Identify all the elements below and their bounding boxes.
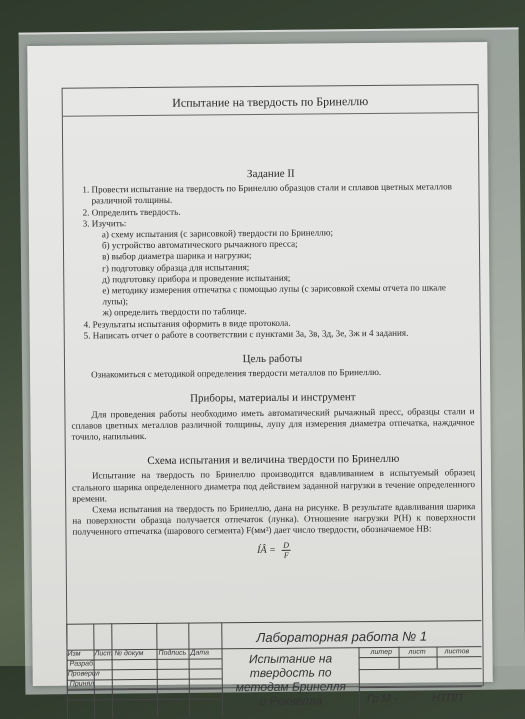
- study-item: б) устройство автоматического рычажного пресса;: [101, 238, 298, 251]
- hdr-litera: литер: [370, 648, 393, 657]
- study-item: е) методику измерения отпечатка с помощью лупы (с зарисовкой схемы отчета по шкале лупы);: [102, 282, 446, 307]
- study-item: в) выбор диаметра шарика и нагрузки;: [102, 250, 252, 262]
- study-item: ж) определить твердости по таблице.: [102, 306, 247, 318]
- formula-fraction: [281, 540, 291, 559]
- row-proveril: Проверил: [67, 670, 100, 678]
- assignment-heading: Задание II: [246, 167, 295, 181]
- document-page: [27, 42, 493, 709]
- task-item: [92, 215, 474, 319]
- study-item: д) подготовку прибора и проведение испытания;: [102, 272, 291, 285]
- org-code: НТПП: [431, 692, 463, 705]
- study-item: г) подготовку образца для испытания;: [102, 261, 250, 273]
- study-item: а) схему испытания (с зарисовкой) твердости по Бринеллю;: [101, 227, 334, 240]
- page-frame: [62, 84, 484, 690]
- hdr-list: лист: [408, 648, 426, 656]
- task-list: [69, 181, 473, 341]
- task-item-label: Изучить:: [91, 217, 127, 229]
- task-item: 5. Написать отчет о работе в соответствии с пунктами 3а, 3в, 3д, 3е, 3ж и 4 задания.: [93, 327, 474, 342]
- col-date: Дата: [190, 649, 210, 657]
- page-content: [69, 115, 476, 561]
- title-block: [66, 620, 482, 719]
- formula-denominator: F: [283, 550, 289, 560]
- hb-formula: [73, 539, 476, 562]
- goal-heading: Цель работы: [242, 352, 303, 366]
- equipment-text: Для проведения работы необходимо иметь автоматический рычажный пресс, образцы стали и сплавов цветных металлов различной толщины, лупу для измерения диаметра отпечатка, наждачное точило, напильник.: [71, 405, 475, 442]
- row-prinyal: Принял: [69, 680, 95, 688]
- task-item: 1. Провести испытание на твердость по Бринеллю образцов стали и сплавов цветных металлов различной толщины.: [91, 181, 472, 207]
- col-list: Лист: [94, 650, 113, 658]
- equipment-heading: Приборы, материалы и инструмент: [190, 391, 356, 406]
- task-item: 2. Определить твердость.: [92, 204, 473, 219]
- formula-numerator: D: [281, 540, 291, 550]
- col-sign: Подпись: [158, 649, 187, 657]
- page-title: Испытание на твердость по Бринеллю: [63, 93, 478, 117]
- col-izm: Изм: [67, 650, 81, 658]
- scheme-paragraph: Испытание на твердость по Бринеллю производится вдавливанием в испытуемый образец стального шарика определенного диаметра под действием заданной нагрузки в течение определенного времени.: [72, 467, 476, 504]
- work-title: Испытание на твердость по методам Бринелля и Роквелла: [235, 651, 346, 709]
- scheme-paragraph: Схема испытания на твердость по Бринеллю, дана на рисунке. В результате вдавливания шарика на поверхности образца получается отпечаток (лунка). Отношение нагрузки Р(Н) к поверхности полученного отпечатка (шарового сегмента) F(мм²) дает число твердости, обозначаемое НВ:: [72, 501, 476, 538]
- lab-title: Лабораторная работа № 1: [256, 628, 428, 646]
- goal-text: Ознакомиться с методикой определения твердости металлов по Бринеллю.: [91, 367, 382, 380]
- hdr-listov: листов: [444, 648, 470, 656]
- group-code: Гр М -: [366, 692, 398, 706]
- col-docnum: № докум: [114, 650, 144, 658]
- row-razrab: Разраб.: [69, 660, 95, 668]
- study-list: [92, 226, 474, 319]
- formula-lhs: ÍÂ =: [257, 544, 276, 556]
- task-item: 4. Результаты испытания оформить в виде протокола.: [93, 316, 474, 331]
- scheme-heading: Схема испытания и величина твердости по Бринеллю: [147, 453, 400, 468]
